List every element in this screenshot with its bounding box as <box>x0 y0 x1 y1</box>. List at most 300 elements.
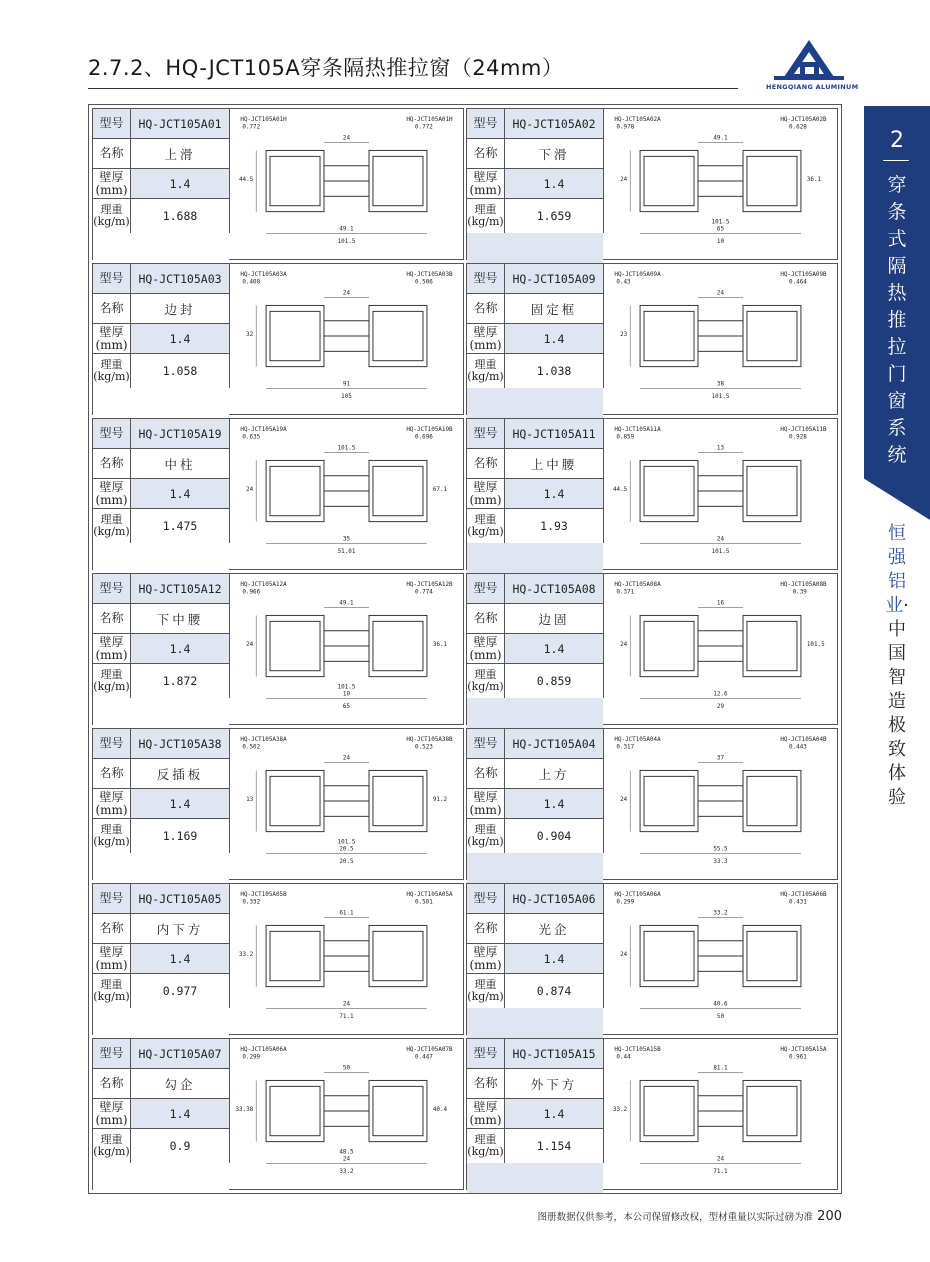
part-label: HQ-JCT105A11B <box>780 426 827 433</box>
spec-value: 0.904 <box>536 829 572 843</box>
profile-section-drawing <box>230 574 463 724</box>
dimension-label: 50 <box>716 1014 725 1021</box>
spec-value: 1.688 <box>162 209 198 223</box>
dimension-label: 44.5 <box>613 487 628 494</box>
spec-row-wall <box>467 634 603 664</box>
profile-section-drawing <box>230 729 463 879</box>
spec-table <box>93 729 230 853</box>
dimension-label: 81.1 <box>713 1065 728 1072</box>
dimension-label: 33.38 <box>235 1107 254 1114</box>
spec-value: 1.4 <box>131 944 229 973</box>
profile-drawing <box>230 1039 463 1189</box>
spec-blank <box>93 1008 229 1038</box>
spec-label: 理重 (kg/m) <box>93 974 131 1008</box>
dimension-label: 24 <box>620 642 628 649</box>
spec-value: 1.169 <box>162 829 198 843</box>
title-underline <box>88 88 738 89</box>
spec-label: 壁厚 (mm) <box>93 169 131 198</box>
spec-label: 型号 <box>467 729 505 758</box>
spec-value: 反插板 <box>156 766 204 782</box>
spec-value: 0.977 <box>162 984 198 998</box>
spec-blank <box>93 543 229 573</box>
dimension-label: 71.1 <box>339 1014 354 1021</box>
part-weight: 0.299 <box>242 1054 261 1061</box>
spec-row-model <box>93 1039 229 1069</box>
part-weight: 0.506 <box>415 279 433 286</box>
spec-row-model <box>93 264 229 294</box>
dimension-label: 12.6 <box>713 691 728 698</box>
part-label: HQ-JCT105A06B <box>780 891 827 898</box>
dimension-label: 23 <box>620 332 628 339</box>
spec-value: 下中腰 <box>156 611 204 627</box>
dimension-label: 65 <box>716 226 725 233</box>
dimension-label: 101.5 <box>337 839 356 846</box>
part-label: HQ-JCT105A08A <box>614 581 661 588</box>
spec-value: HQ-JCT105A11 <box>505 419 603 448</box>
footer-note: 图册数据仅供参考，本公司保留修改权，型材重量以实际过磅为准 <box>537 1212 814 1223</box>
spec-value: 1.4 <box>131 634 229 663</box>
profile-drawing <box>230 574 463 724</box>
spec-blank <box>467 543 603 573</box>
spec-row-wall <box>467 1099 603 1129</box>
dimension-label: 24 <box>342 290 351 297</box>
spec-value: 上滑 <box>164 146 196 162</box>
chapter-title: 穿条式隔热推拉门窗系统 <box>887 174 907 466</box>
spec-label: 理重 (kg/m) <box>93 509 131 543</box>
part-label: HQ-JCT105A38A <box>240 736 287 743</box>
dimension-label: 24 <box>620 797 628 804</box>
dimension-label: 49.1 <box>713 135 728 142</box>
dimension-label: 24 <box>716 536 725 543</box>
part-label: HQ-JCT105A06A <box>614 891 661 898</box>
profile-card <box>92 263 464 415</box>
spec-table <box>467 264 604 388</box>
spec-row-name <box>93 1069 229 1099</box>
part-label: HQ-JCT105A06A <box>240 1046 287 1053</box>
spec-label: 型号 <box>467 574 505 603</box>
part-label: HQ-JCT105A11A <box>614 426 661 433</box>
part-weight: 0.447 <box>415 1054 433 1061</box>
spec-label: 壁厚 (mm) <box>467 634 505 663</box>
dimension-label: 33.2 <box>339 1169 354 1176</box>
spec-value: 1.4 <box>131 324 229 353</box>
spec-label: 壁厚 (mm) <box>467 479 505 508</box>
spec-label: 型号 <box>93 574 131 603</box>
spec-row-name <box>93 449 229 479</box>
spec-row-name <box>467 604 603 634</box>
spec-row-weight <box>93 199 229 233</box>
spec-row-model <box>467 729 603 759</box>
spec-value: HQ-JCT105A03 <box>131 264 229 293</box>
spec-label: 理重 (kg/m) <box>467 819 505 853</box>
spec-row-model <box>93 729 229 759</box>
part-weight: 0.39 <box>792 589 807 596</box>
dimension-label: 40.4 <box>432 1107 448 1114</box>
dimension-label: 40.6 <box>713 1001 728 1008</box>
dimension-label: 101.5 <box>337 239 356 246</box>
dimension-label: 49.1 <box>339 226 354 233</box>
spec-row-name <box>467 449 603 479</box>
part-weight: 0.523 <box>415 744 433 751</box>
profile-drawing <box>230 109 463 259</box>
dimension-label: 35 <box>342 536 351 543</box>
dimension-label: 55.5 <box>713 846 728 853</box>
spec-value: 1.058 <box>162 364 198 378</box>
profile-card <box>92 108 464 260</box>
spec-value: HQ-JCT105A06 <box>505 884 603 913</box>
dimension-label: 13 <box>716 445 725 452</box>
profile-drawing <box>230 264 463 414</box>
spec-label: 壁厚 (mm) <box>467 789 505 818</box>
spec-label: 壁厚 (mm) <box>467 324 505 353</box>
spec-label: 理重 (kg/m) <box>467 199 505 233</box>
dimension-label: 20.5 <box>339 859 354 866</box>
spec-label: 壁厚 (mm) <box>467 944 505 973</box>
spec-label: 名称 <box>467 1069 505 1098</box>
spec-label: 理重 (kg/m) <box>93 819 131 853</box>
spec-row-wall <box>467 944 603 974</box>
part-label: HQ-JCT105A19B <box>406 426 453 433</box>
slogan-dot: · <box>903 595 909 616</box>
spec-label: 名称 <box>93 1069 131 1098</box>
spec-label: 理重 (kg/m) <box>467 974 505 1008</box>
dimension-label: 51.01 <box>337 549 356 556</box>
part-label: HQ-JCT105A05A <box>406 891 453 898</box>
spec-blank <box>467 1008 603 1038</box>
part-weight: 0.443 <box>789 744 807 751</box>
spec-row-weight <box>93 974 229 1008</box>
spec-value: HQ-JCT105A07 <box>131 1039 229 1068</box>
spec-label: 理重 (kg/m) <box>93 664 131 698</box>
part-weight: 0.332 <box>242 899 261 906</box>
spec-blank <box>467 233 603 263</box>
spec-label: 名称 <box>93 914 131 943</box>
spec-row-model <box>93 884 229 914</box>
part-weight: 0.44 <box>616 1054 631 1061</box>
spec-label: 理重 (kg/m) <box>93 1129 131 1163</box>
spec-label: 理重 (kg/m) <box>93 199 131 233</box>
spec-table <box>93 884 230 1008</box>
spec-table <box>93 419 230 543</box>
spec-row-model <box>93 574 229 604</box>
spec-value: 1.4 <box>505 324 603 353</box>
spec-label: 型号 <box>467 884 505 913</box>
spec-row-name <box>93 139 229 169</box>
dimension-label: 67.1 <box>432 487 448 494</box>
part-label: HQ-JCT105A04B <box>780 736 827 743</box>
profile-section-drawing <box>230 419 463 569</box>
spec-value: 1.475 <box>162 519 198 533</box>
spec-label: 理重 (kg/m) <box>467 509 505 543</box>
spec-value: 光企 <box>538 921 570 937</box>
spec-row-name <box>467 294 603 324</box>
spec-table <box>93 574 230 698</box>
spec-row-name <box>467 139 603 169</box>
spec-blank <box>93 853 229 883</box>
spec-row-name <box>467 1069 603 1099</box>
dimension-label: 16 <box>716 600 725 607</box>
spec-row-weight <box>93 1129 229 1163</box>
dimension-label: 33.2 <box>239 952 254 959</box>
part-weight: 0.43 <box>616 279 631 286</box>
spec-table <box>467 884 604 1008</box>
profile-drawing <box>604 884 837 1034</box>
spec-label: 型号 <box>93 1039 131 1068</box>
spec-value: 勾企 <box>164 1076 196 1092</box>
spec-table <box>93 264 230 388</box>
spec-row-weight <box>467 354 603 388</box>
spec-value: 1.93 <box>540 519 568 533</box>
part-label: HQ-JCT105A12A <box>240 581 287 588</box>
spec-row-name <box>93 759 229 789</box>
dimension-label: 24 <box>342 1156 351 1163</box>
spec-table <box>467 729 604 853</box>
spec-label: 名称 <box>93 294 131 323</box>
profile-drawing <box>230 419 463 569</box>
profile-section-drawing <box>604 1039 837 1189</box>
dimension-label: 10 <box>716 239 725 246</box>
spec-blank <box>93 388 229 418</box>
spec-value: 内下方 <box>156 921 204 937</box>
spec-row-weight <box>467 819 603 853</box>
profile-section-drawing <box>230 264 463 414</box>
part-weight: 0.772 <box>242 124 261 131</box>
dimension-label: 29 <box>716 704 725 711</box>
part-weight: 0.859 <box>616 434 635 441</box>
spec-blank <box>467 698 603 728</box>
spec-label: 理重 (kg/m) <box>467 1129 505 1163</box>
profile-card <box>92 1038 464 1190</box>
profile-drawing <box>604 729 837 879</box>
spec-row-weight <box>467 1129 603 1163</box>
dimension-label: 24 <box>716 1156 725 1163</box>
spec-label: 壁厚 (mm) <box>93 634 131 663</box>
spec-label: 名称 <box>467 294 505 323</box>
spec-label: 型号 <box>467 109 505 138</box>
spec-value: 0.9 <box>169 1139 191 1153</box>
spec-label: 壁厚 (mm) <box>93 1099 131 1128</box>
profile-drawing <box>230 729 463 879</box>
spec-label: 壁厚 (mm) <box>93 324 131 353</box>
spec-value: HQ-JCT105A12 <box>131 574 229 603</box>
spec-row-wall <box>93 634 229 664</box>
dimension-label: 101.5 <box>711 219 730 226</box>
spec-label: 名称 <box>93 759 131 788</box>
spec-row-wall <box>93 169 229 199</box>
part-label: HQ-JCT105A04A <box>614 736 661 743</box>
dimension-label: 101.5 <box>337 445 356 452</box>
slogan: 中国智造 极致体验 <box>888 619 906 808</box>
part-weight: 0.299 <box>616 899 635 906</box>
page-title: 2.7.2、HQ-JCT105A穿条隔热推拉窗（24mm） <box>88 56 564 80</box>
dimension-label: 101.5 <box>337 684 356 691</box>
dimension-label: 71.1 <box>713 1169 728 1176</box>
profile-card <box>466 263 838 415</box>
brand-slogan <box>884 522 910 810</box>
profile-drawing <box>604 419 837 569</box>
dimension-label: 24 <box>620 952 628 959</box>
dimension-label: 24 <box>342 755 351 762</box>
spec-row-wall <box>467 324 603 354</box>
dimension-label: 33.3 <box>713 859 728 866</box>
part-weight: 0.371 <box>616 589 635 596</box>
spec-blank <box>467 1163 603 1193</box>
spec-value: 1.154 <box>536 1139 572 1153</box>
spec-row-wall <box>93 1099 229 1129</box>
spec-label: 型号 <box>93 264 131 293</box>
profile-drawing <box>604 264 837 414</box>
part-label: HQ-JCT105A38B <box>406 736 453 743</box>
dimension-label: 48.5 <box>339 1149 354 1156</box>
spec-value: 边封 <box>164 301 196 317</box>
dimension-label: 38 <box>716 381 725 388</box>
part-label: HQ-JCT105A05B <box>240 891 287 898</box>
profile-drawing <box>604 1039 837 1189</box>
spec-value: 固定框 <box>530 301 578 317</box>
spec-table <box>467 419 604 543</box>
chapter-number: 2 <box>890 128 904 153</box>
profile-section-drawing <box>604 419 837 569</box>
profile-card <box>466 418 838 570</box>
dimension-label: 13 <box>246 797 254 804</box>
dimension-label: 33.2 <box>713 910 728 917</box>
dimension-label: 91.2 <box>432 797 448 804</box>
spec-value: HQ-JCT105A08 <box>505 574 603 603</box>
part-weight: 0.635 <box>242 434 261 441</box>
spec-row-model <box>467 419 603 449</box>
spec-label: 名称 <box>467 914 505 943</box>
spec-row-wall <box>93 944 229 974</box>
dimension-label: 20.5 <box>339 846 354 853</box>
profile-drawing <box>604 574 837 724</box>
spec-value: 1.4 <box>505 1099 603 1128</box>
spec-label: 壁厚 (mm) <box>93 789 131 818</box>
spec-row-weight <box>93 819 229 853</box>
dimension-label: 91 <box>342 381 351 388</box>
spec-row-name <box>93 914 229 944</box>
dimension-label: 36.1 <box>432 642 448 649</box>
profile-card <box>92 573 464 725</box>
spec-value: 1.4 <box>505 789 603 818</box>
spec-row-model <box>467 1039 603 1069</box>
dimension-label: 32 <box>246 332 254 339</box>
profile-card <box>466 728 838 880</box>
part-weight: 0.464 <box>789 279 807 286</box>
spec-value: HQ-JCT105A19 <box>131 419 229 448</box>
spec-label: 型号 <box>93 729 131 758</box>
dimension-label: 36.1 <box>806 177 822 184</box>
spec-row-model <box>93 109 229 139</box>
spec-label: 名称 <box>467 449 505 478</box>
part-label: HQ-JCT105A02A <box>614 116 661 123</box>
spec-row-name <box>93 604 229 634</box>
part-weight: 0.628 <box>789 124 807 131</box>
spec-label: 名称 <box>93 604 131 633</box>
part-weight: 0.774 <box>415 589 433 596</box>
profile-card <box>92 883 464 1035</box>
spec-value: 1.872 <box>162 674 198 688</box>
dimension-label: 10 <box>342 691 351 698</box>
spec-value: 0.859 <box>536 674 572 688</box>
spec-value: 1.4 <box>131 479 229 508</box>
spec-label: 名称 <box>467 604 505 633</box>
spec-label: 壁厚 (mm) <box>467 1099 505 1128</box>
profile-card <box>466 1038 838 1190</box>
spec-row-name <box>467 759 603 789</box>
page-number: 200 <box>817 1209 842 1224</box>
spec-label: 型号 <box>467 1039 505 1068</box>
spec-value: 外下方 <box>530 1076 578 1092</box>
profile-card <box>92 418 464 570</box>
spec-value: 1.4 <box>505 944 603 973</box>
spec-value: 1.659 <box>536 209 572 223</box>
dimension-label: 24 <box>246 487 254 494</box>
spec-row-wall <box>93 789 229 819</box>
dimension-label: 37 <box>716 755 725 762</box>
part-weight: 0.501 <box>415 899 433 906</box>
spec-label: 名称 <box>467 139 505 168</box>
spec-blank <box>93 698 229 728</box>
spec-value: HQ-JCT105A09 <box>505 264 603 293</box>
spec-value: HQ-JCT105A15 <box>505 1039 603 1068</box>
profile-card <box>92 728 464 880</box>
spec-label: 型号 <box>93 884 131 913</box>
spec-label: 理重 (kg/m) <box>467 664 505 698</box>
spec-table <box>467 109 604 233</box>
spec-row-weight <box>467 509 603 543</box>
spec-value: 1.4 <box>131 1099 229 1128</box>
dimension-label: 50 <box>342 1065 351 1072</box>
part-weight: 0.928 <box>789 434 807 441</box>
dimension-label: 65 <box>342 704 351 711</box>
dimension-label: 24 <box>716 290 725 297</box>
part-label: HQ-JCT105A03B <box>406 271 453 278</box>
dimension-label: 101.5 <box>711 394 730 401</box>
spec-row-name <box>93 294 229 324</box>
spec-value: 1.4 <box>505 169 603 198</box>
spec-label: 型号 <box>467 419 505 448</box>
dimension-label: 101.5 <box>806 642 825 649</box>
part-weight: 0.978 <box>616 124 635 131</box>
part-weight: 0.317 <box>616 744 635 751</box>
part-label: HQ-JCT105A19A <box>240 426 287 433</box>
profile-section-drawing <box>604 109 837 259</box>
dimension-label: 24 <box>342 1001 351 1008</box>
spec-row-model <box>467 264 603 294</box>
spec-value: 1.4 <box>131 169 229 198</box>
spec-label: 型号 <box>93 109 131 138</box>
profile-drawing <box>230 884 463 1034</box>
profile-card <box>466 883 838 1035</box>
spec-blank <box>467 388 603 418</box>
spec-row-weight <box>93 509 229 543</box>
profile-section-drawing <box>604 729 837 879</box>
spec-value: 边固 <box>538 611 570 627</box>
part-label: HQ-JCT105A07B <box>406 1046 453 1053</box>
spec-value: 0.874 <box>536 984 572 998</box>
spec-row-weight <box>93 664 229 698</box>
spec-table <box>467 1039 604 1163</box>
spec-label: 壁厚 (mm) <box>93 944 131 973</box>
spec-row-model <box>467 109 603 139</box>
part-label: HQ-JCT105A03A <box>240 271 287 278</box>
dimension-label: 49.1 <box>339 600 354 607</box>
profile-section-drawing <box>230 109 463 259</box>
part-label: HQ-JCT105A08B <box>780 581 827 588</box>
spec-label: 型号 <box>93 419 131 448</box>
spec-row-weight <box>467 664 603 698</box>
profile-card <box>466 108 838 260</box>
